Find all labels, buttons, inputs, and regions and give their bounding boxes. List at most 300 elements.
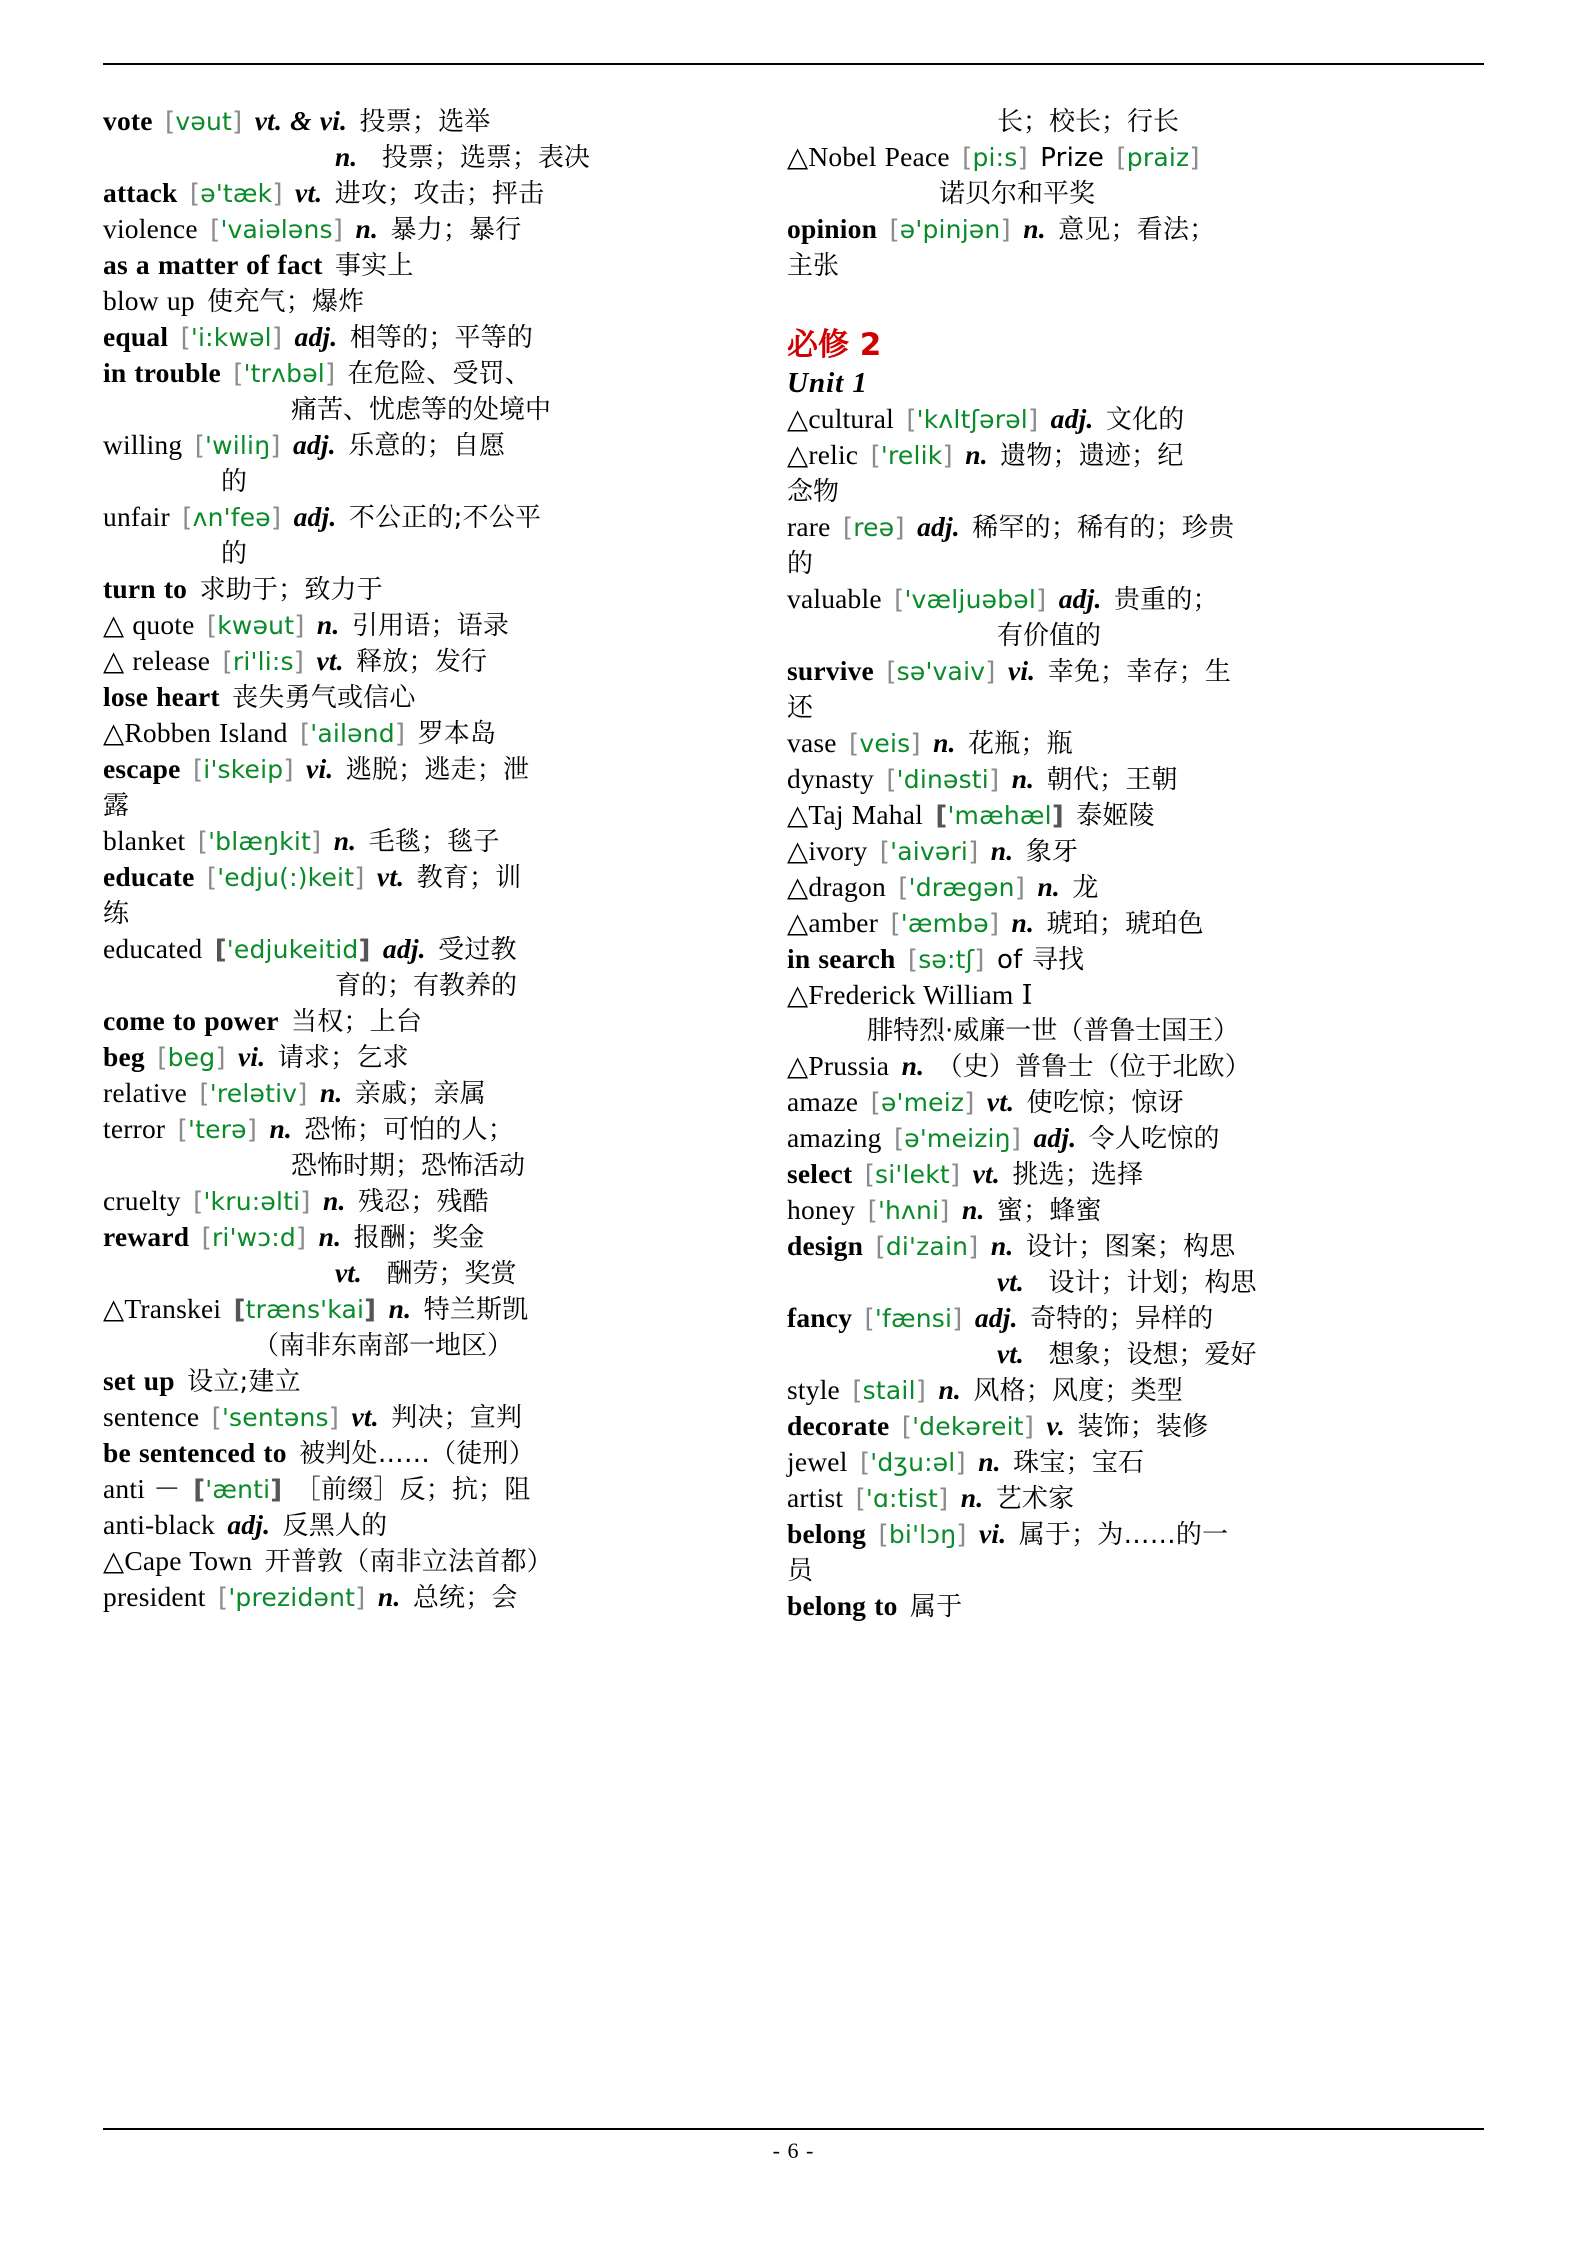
headword: willing <box>103 429 183 460</box>
phonetic-transcription: 'ænti <box>205 1475 271 1504</box>
vocab-entry <box>787 1517 1467 1552</box>
headword: blow up <box>103 285 195 316</box>
vocab-entry <box>787 402 1467 437</box>
headword: belong to <box>787 1590 898 1622</box>
definition-chinese: 露 <box>103 791 130 821</box>
headword: come to power <box>103 1005 279 1036</box>
definition-chinese: 意见；看法； <box>1058 215 1216 245</box>
vocab-entry <box>787 834 1467 869</box>
phonetic-bracket-close: ] <box>1010 1124 1022 1155</box>
phonetic-transcription: 'wiliŋ <box>205 431 271 460</box>
phonetic-transcription: ə'tæk <box>200 179 273 208</box>
phonetic-bracket-open: [ <box>211 1403 222 1433</box>
headword: △ quote <box>103 609 195 640</box>
vocab-entry <box>103 1436 763 1471</box>
definition-chinese: 练 <box>103 899 130 929</box>
vocab-entry <box>787 1085 1467 1120</box>
continuation-line <box>103 1256 763 1291</box>
definition-chinese: 的 <box>787 548 814 579</box>
vocab-entry <box>787 654 1467 689</box>
vocab-entry <box>103 1544 763 1579</box>
phonetic-bracket-open: [ <box>192 755 204 785</box>
part-of-speech: vi. <box>306 753 334 784</box>
phonetic-bracket-close: ] <box>358 935 371 965</box>
unit-heading: Unit 1 <box>787 366 868 399</box>
phonetic-transcription: di'zain <box>885 1232 969 1262</box>
phonetic-bracket-open: [ <box>867 1196 878 1227</box>
definition-chinese: 幸免；幸存；生 <box>1047 656 1232 687</box>
vocab-entry <box>103 1112 763 1147</box>
definition-chinese: 总统；会 <box>412 1583 518 1613</box>
phonetic-bracket-close: ] <box>271 323 283 353</box>
phonetic-bracket-open: [ <box>194 431 206 461</box>
continuation-line <box>787 618 1467 653</box>
vocab-entry <box>103 176 763 211</box>
definition-chinese: 事实上 <box>334 251 414 281</box>
phonetic-bracket-open: [ <box>962 143 973 173</box>
phonetic-bracket-open: [ <box>210 215 221 245</box>
continuation-line <box>787 248 1467 283</box>
definition-chinese: 开普敦（南非立法首都） <box>264 1547 553 1577</box>
phonetic-bracket-close: ] <box>968 836 979 867</box>
vocab-entry <box>103 212 763 247</box>
phonetic-bracket-close: ] <box>328 1403 340 1433</box>
phonetic-bracket-open: [ <box>206 611 218 641</box>
headword: △ release <box>103 645 211 676</box>
phonetic-bracket-open: [ <box>893 1124 905 1155</box>
definition-chinese: 乐意的；自愿 <box>348 431 506 461</box>
part-of-speech: adj. <box>293 501 337 532</box>
part-of-speech: adj. <box>292 429 336 460</box>
vocab-entry <box>787 1301 1467 1336</box>
phonetic-bracket-open: [ <box>901 1412 913 1443</box>
headword: blanket <box>103 825 186 856</box>
definition-chinese: 属于 <box>909 1592 963 1623</box>
phonetic-bracket-open: [ <box>189 179 201 209</box>
definition-chinese: 相等的；平等的 <box>349 323 534 353</box>
definition-chinese: 不公正的;不公平 <box>348 503 542 533</box>
phonetic-transcription: veis <box>859 728 911 758</box>
phonetic-transcription: stail <box>862 1376 916 1406</box>
definition-chinese: 泰姬陵 <box>1076 800 1155 831</box>
phonetic-bracket-open: [ <box>907 944 919 975</box>
definition-chinese: 释放；发行 <box>356 647 488 677</box>
phonetic-transcription: sə'vaiv <box>896 656 986 686</box>
part-of-speech: n. <box>938 1374 962 1406</box>
phonetic-bracket-close: ] <box>949 1160 961 1191</box>
headword: △Nobel Peace <box>787 141 950 172</box>
headword: set up <box>103 1365 175 1396</box>
phonetic-bracket-close: ] <box>915 1376 927 1407</box>
phonetic-bracket-close: ] <box>1014 872 1026 903</box>
headword: educate <box>103 861 195 892</box>
vocab-entry <box>787 1373 1467 1408</box>
phonetic-transcription: 'dekəreit <box>912 1412 1024 1442</box>
phonetic-bracket-close: ] <box>215 1043 226 1073</box>
phonetic-transcription: 'drægən <box>908 872 1015 902</box>
headword: fancy <box>787 1302 853 1334</box>
definition-chinese: 丧失勇气或信心 <box>232 683 416 713</box>
part-of-speech: adj. <box>382 933 426 964</box>
phonetic-bracket-close: ] <box>272 179 283 209</box>
phonetic-transcription: træns'kai <box>245 1295 365 1324</box>
headword: select <box>787 1158 853 1190</box>
headword: terror <box>103 1113 166 1144</box>
vocab-entry <box>787 1229 1467 1264</box>
part-of-speech: vt. <box>972 1158 1000 1190</box>
phonetic-transcription: 'ɑ:tist <box>865 1484 939 1514</box>
phonetic-transcription: 'kʌltʃərəl <box>916 404 1028 434</box>
phonetic-bracket-close: ] <box>295 1223 307 1253</box>
definition-chinese: 蜜；蜂蜜 <box>996 1196 1102 1227</box>
vocab-entry <box>787 212 1467 247</box>
phonetic-transcription: 'i:kwəl <box>190 323 272 352</box>
continuation-line <box>103 140 763 175</box>
headword: survive <box>787 654 874 686</box>
headword: △Robben Island <box>103 717 288 748</box>
headword: attack <box>103 177 178 208</box>
definition-chinese: 毛毯；毯子 <box>368 827 500 857</box>
part-of-speech: n. <box>318 1221 342 1252</box>
phonetic-transcription: kwəut <box>217 611 295 640</box>
definition-chinese: of 寻找 <box>996 944 1085 975</box>
definition-chinese: 教育；训 <box>416 863 522 893</box>
definition-chinese: 艺术家 <box>995 1484 1075 1515</box>
headword: △Cape Town <box>103 1545 253 1576</box>
part-of-speech: n. <box>319 1077 343 1108</box>
definition-chinese: 诺贝尔和平奖 <box>939 179 1096 209</box>
phonetic-transcription: 'relətiv <box>209 1079 298 1108</box>
phonetic-transcription: pi:s <box>972 143 1018 172</box>
continuation-line <box>103 536 763 571</box>
phonetic-bracket-close: ] <box>968 1232 979 1263</box>
phonetic-bracket-close: ] <box>310 827 322 857</box>
definition-chinese: 罗本岛 <box>417 719 497 749</box>
headword: dynasty <box>787 762 874 794</box>
vocab-entry <box>787 870 1467 905</box>
definition-chinese: 象牙 <box>1025 836 1079 867</box>
phonetic-bracket-close: ] <box>270 431 281 461</box>
phonetic-bracket-close: ] <box>355 1583 366 1613</box>
continuation-line <box>787 1013 1467 1048</box>
phonetic-bracket-close: ] <box>364 1295 377 1325</box>
definition-chinese: Prize <box>1040 143 1105 173</box>
two-column-body <box>103 104 1484 1625</box>
phonetic-transcription: 'dinəsti <box>896 764 989 794</box>
vocab-entry <box>103 752 763 787</box>
phonetic-bracket-close: ] <box>1017 143 1028 173</box>
part-of-speech: n. <box>269 1113 293 1144</box>
phonetic-transcription: 'relik <box>880 440 943 470</box>
definition-chinese: 投票；选票；表决 <box>381 143 590 173</box>
part-of-speech: vi. <box>979 1518 1007 1550</box>
definition-chinese: 还 <box>787 692 814 723</box>
phonetic-bracket-open: [ <box>889 215 900 245</box>
phonetic-bracket-open: [ <box>222 647 233 677</box>
right-column <box>787 104 1467 1625</box>
phonetic-bracket-close: ] <box>956 1520 967 1551</box>
part-of-speech: n. <box>901 1050 925 1082</box>
phonetic-transcription: ri'li:s <box>232 647 294 676</box>
part-of-speech: vt. <box>295 177 323 208</box>
definition-chinese: 文化的 <box>1105 404 1185 435</box>
headword: unfair <box>103 501 170 532</box>
vocab-entry <box>103 1400 763 1435</box>
phonetic-bracket-close: ] <box>952 1304 963 1335</box>
headword: △Frederick William Ⅰ <box>787 978 1033 1010</box>
footer-rule <box>103 2128 1484 2130</box>
definition-chinese: 设立;建立 <box>187 1367 301 1397</box>
definition-chinese: 求助于；致力于 <box>199 575 383 605</box>
vocab-entry <box>103 104 763 139</box>
headword: anti-black <box>103 1509 215 1540</box>
phonetic-transcription: 'prezidənt <box>228 1583 356 1612</box>
definition-chinese: 属于；为……的一 <box>1018 1520 1229 1551</box>
phonetic-bracket-close: ] <box>964 1088 975 1119</box>
continuation-line <box>787 546 1467 581</box>
phonetic-bracket-open: [ <box>193 1475 206 1505</box>
headword: rare <box>787 510 831 542</box>
headword: educated <box>103 933 203 964</box>
section-heading: 必修 2 <box>787 326 882 363</box>
phonetic-bracket-open: [ <box>201 1223 212 1253</box>
definition-chinese: 朝代；王朝 <box>1046 764 1178 795</box>
phonetic-bracket-open: [ <box>864 1304 875 1335</box>
vocab-entry <box>787 762 1467 797</box>
vocab-entry <box>787 1481 1467 1516</box>
phonetic-bracket-close: ] <box>985 656 996 687</box>
phonetic-bracket-close: ] <box>332 215 344 245</box>
vocab-entry <box>103 860 763 895</box>
part-of-speech: vt. <box>997 1266 1024 1298</box>
phonetic-transcription: ʌn'feə <box>192 503 271 532</box>
part-of-speech: n. <box>316 609 340 640</box>
part-of-speech: n. <box>1011 906 1035 938</box>
vocab-entry <box>103 644 763 679</box>
continuation-line <box>103 464 763 499</box>
phonetic-transcription: ri'wɔ:d <box>211 1223 296 1252</box>
vocab-entry <box>787 1193 1467 1228</box>
part-of-speech: adj. <box>227 1509 271 1540</box>
phonetic-bracket-open: [ <box>878 1520 889 1551</box>
definition-chinese: 残忍；残酷 <box>357 1187 489 1217</box>
vocab-entry <box>787 1157 1467 1192</box>
vocab-entry <box>787 906 1467 941</box>
headword: △amber <box>787 906 879 938</box>
vocab-entry <box>103 608 763 643</box>
headword: decorate <box>787 1410 890 1442</box>
phonetic-transcription: 'væljuəbəl <box>904 584 1036 614</box>
definition-chinese: 念物 <box>787 476 840 507</box>
definition-chinese: 酬劳；奖赏 <box>386 1259 517 1289</box>
part-of-speech: vt. & vi. <box>254 105 348 136</box>
phonetic-transcription: vəut <box>175 107 233 136</box>
definition-chinese: 的 <box>221 467 248 497</box>
phonetic-bracket-close: ] <box>942 440 953 471</box>
vocab-entry <box>787 798 1467 833</box>
vocab-entry <box>103 428 763 463</box>
phonetic-bracket-close: ] <box>246 1115 258 1145</box>
definition-chinese: 被判处……（徒刑） <box>299 1439 535 1469</box>
phonetic-transcription: praiz <box>1126 143 1190 172</box>
headword: be sentenced to <box>103 1437 287 1468</box>
phonetic-transcription: 'sentəns <box>221 1403 329 1432</box>
vocab-entry <box>787 1049 1467 1084</box>
vocab-entry <box>103 248 763 283</box>
header-rule <box>103 63 1484 65</box>
phonetic-bracket-open: [ <box>906 404 917 435</box>
vocab-entry <box>103 680 763 715</box>
phonetic-bracket-close: ] <box>354 863 365 893</box>
part-of-speech: n. <box>1023 213 1046 244</box>
headword: jewel <box>787 1446 848 1478</box>
vocab-entry <box>787 1589 1467 1624</box>
phonetic-bracket-close: ] <box>938 1484 949 1515</box>
phonetic-transcription: 'kru:əlti <box>203 1187 301 1216</box>
part-of-speech: vt. <box>376 861 405 892</box>
part-of-speech: n. <box>933 726 956 758</box>
definition-chinese: 花瓶；瓶 <box>968 728 1073 759</box>
definition-chinese: 令人吃惊的 <box>1088 1124 1220 1155</box>
vocab-entry <box>103 1580 763 1615</box>
phonetic-transcription: ə'meiz <box>880 1088 965 1118</box>
definition-chinese: 育的；有教养的 <box>335 971 518 1001</box>
definition-chinese: 恐怖时期；恐怖活动 <box>291 1151 526 1181</box>
phonetic-bracket-open: [ <box>864 1160 876 1191</box>
phonetic-bracket-open: [ <box>852 1376 863 1407</box>
part-of-speech: vt. <box>986 1086 1015 1118</box>
phonetic-bracket-open: [ <box>199 1079 210 1109</box>
definition-chinese: ［前缀］反；抗；阻 <box>294 1475 531 1505</box>
phonetic-bracket-open: [ <box>842 512 854 543</box>
definition-chinese: 受过教 <box>438 935 517 965</box>
headword: △Transkei <box>103 1293 222 1324</box>
phonetic-bracket-open: [ <box>894 584 905 615</box>
continuation-line <box>787 1265 1467 1300</box>
phonetic-bracket-close: ] <box>1027 404 1039 435</box>
phonetic-bracket-open: [ <box>886 764 897 795</box>
vocab-entry <box>787 140 1467 175</box>
definition-chinese: 恐怖；可怕的人； <box>304 1115 514 1145</box>
headword: △relic <box>787 438 859 470</box>
part-of-speech: n. <box>388 1293 412 1324</box>
phonetic-bracket-open: [ <box>233 359 244 389</box>
phonetic-bracket-open: [ <box>214 935 227 965</box>
headword: style <box>787 1374 840 1406</box>
phonetic-transcription: si'lekt <box>875 1160 950 1190</box>
vocab-entry <box>787 1445 1467 1480</box>
part-of-speech: vt. <box>351 1401 379 1432</box>
vocab-entry <box>103 932 763 967</box>
definition-chinese: 反黑人的 <box>282 1511 388 1541</box>
phonetic-bracket-close: ] <box>894 512 905 543</box>
phonetic-bracket-open: [ <box>859 1448 871 1479</box>
headword: reward <box>103 1221 190 1252</box>
continuation-line <box>787 176 1467 211</box>
headword: vote <box>103 105 153 136</box>
vocab-entry <box>103 320 763 355</box>
phonetic-bracket-open: [ <box>177 1115 188 1145</box>
phonetic-bracket-close: ] <box>270 1475 283 1505</box>
phonetic-transcription: 'fænsi <box>874 1304 953 1334</box>
continuation-line <box>103 392 763 427</box>
phonetic-bracket-close: ] <box>974 944 985 975</box>
phonetic-transcription: 'mæhæl <box>947 800 1052 830</box>
headword: design <box>787 1230 864 1262</box>
headword: relative <box>103 1077 188 1108</box>
headword: as a matter of fact <box>103 249 323 280</box>
phonetic-transcription: 'terə <box>188 1115 247 1144</box>
phonetic-bracket-open: [ <box>233 1295 246 1325</box>
headword: turn to <box>103 573 188 604</box>
definition-chinese: 琥珀；琥珀色 <box>1046 908 1204 939</box>
phonetic-bracket-open: [ <box>1116 143 1127 173</box>
phonetic-transcription: 'æmbə <box>900 908 989 938</box>
headword: honey <box>787 1194 856 1226</box>
definition-chinese: 腓特烈·威廉一世（普鲁士国王） <box>867 1016 1240 1047</box>
definition-chinese: 报酬；奖金 <box>353 1223 485 1253</box>
headword: equal <box>103 321 169 352</box>
phonetic-bracket-open: [ <box>197 827 209 857</box>
phonetic-transcription: bi'lɔŋ <box>888 1520 957 1550</box>
headword: president <box>103 1581 206 1612</box>
vocab-entry <box>103 1184 763 1219</box>
vocab-entry <box>103 572 763 607</box>
headword: △Taj Mahal <box>787 798 924 830</box>
part-of-speech: n. <box>1011 762 1035 794</box>
page-number: - 6 - <box>772 2138 815 2163</box>
vocab-entry <box>103 716 763 751</box>
phonetic-transcription: 'ailənd <box>310 719 395 748</box>
part-of-speech: vt. <box>997 1338 1024 1370</box>
continuation-line <box>103 896 763 931</box>
continuation-line <box>103 1328 763 1363</box>
vocab-entry <box>787 510 1467 545</box>
definition-chinese: 奇特的；异样的 <box>1030 1304 1214 1335</box>
continuation-line <box>787 690 1467 725</box>
vocab-entry <box>787 942 1467 977</box>
definition-chinese: 长；校长；行长 <box>997 107 1180 137</box>
phonetic-bracket-open: [ <box>935 800 948 831</box>
vocab-entry <box>103 1004 763 1039</box>
definition-chinese: 在危险、受罚、 <box>347 359 532 389</box>
headword: valuable <box>787 582 882 614</box>
continuation-line <box>103 788 763 823</box>
phonetic-transcription: i'skeip <box>203 755 284 784</box>
continuation-line <box>787 474 1467 509</box>
headword: artist <box>787 1482 844 1514</box>
phonetic-bracket-open: [ <box>180 323 191 353</box>
headword: amazing <box>787 1122 882 1154</box>
left-column <box>103 104 763 1616</box>
vocab-entry <box>787 1121 1467 1156</box>
definition-chinese: 贵重的； <box>1113 584 1219 615</box>
vocab-entry <box>103 356 763 391</box>
headword: sentence <box>103 1401 200 1432</box>
part-of-speech: n. <box>960 1482 984 1514</box>
definition-chinese: 进攻；攻击；抨击 <box>334 179 545 209</box>
vocab-entry <box>787 582 1467 617</box>
headword: amaze <box>787 1086 859 1118</box>
definition-chinese: 使吃惊；惊讶 <box>1026 1088 1184 1119</box>
headword: in search <box>787 942 896 974</box>
phonetic-bracket-open: [ <box>157 1043 168 1073</box>
vocab-entry <box>103 1076 763 1111</box>
phonetic-bracket-open: [ <box>299 719 311 749</box>
phonetic-transcription: reə <box>853 512 895 542</box>
continuation-line <box>103 968 763 1003</box>
part-of-speech: n. <box>978 1446 1001 1478</box>
